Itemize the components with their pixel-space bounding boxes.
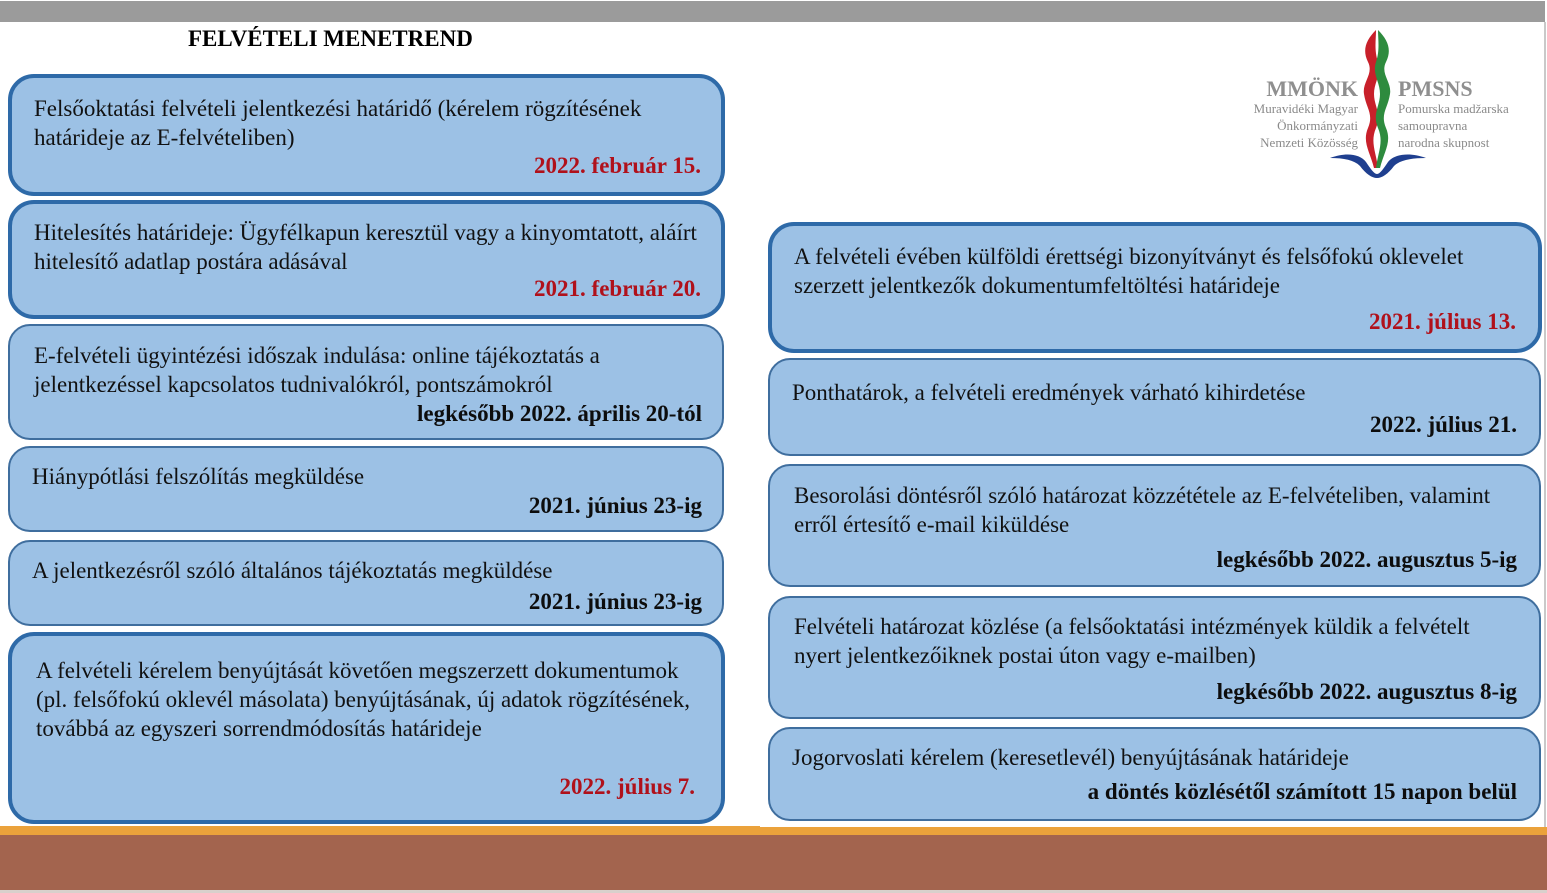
schedule-item-description: Felsőoktatási felvételi jelentkezési határidő (kérelem rögzítésének határideje az E-felvételiben) (34, 96, 642, 150)
schedule-item (8, 74, 725, 196)
schedule-item-description: Hiánypótlási felszólítás megküldése (32, 464, 365, 489)
schedule-item-date: 2022. február 15. (534, 153, 701, 178)
footer-accent-bar (760, 827, 1547, 835)
logo-name-hu-line: Muravidéki Magyar (1253, 101, 1358, 116)
schedule-item (8, 200, 725, 319)
footer-accent-bar (0, 826, 760, 835)
schedule-item-description: A felvételi kérelem benyújtását követően megszerzett dokumentumok (pl. felsőfokú oklevél másolata) benyújtásának, új adatok rögzítésének, továbbá az egyszeri sorrendmódosítás határideje (36, 658, 691, 741)
schedule-item-description: Ponthatárok, a felvételi eredmények várható kihirdetése (792, 380, 1306, 405)
schedule-item (768, 727, 1541, 821)
schedule-item-description: A felvételi évében külföldi érettségi bizonyítványt és felsőfokú oklevelet szerzett jelentkezők dokumentumfeltöltési határideje (794, 244, 1464, 298)
schedule-item (768, 464, 1541, 587)
schedule-item-date: 2021. február 20. (534, 276, 701, 301)
logo-abbr-sl: PMSNS (1398, 76, 1473, 101)
logo-name-sl-line: narodna skupnost (1398, 135, 1490, 150)
schedule-item (8, 446, 724, 532)
schedule-item-date: 2021. június 23-ig (528, 493, 702, 518)
flame-green-icon (1375, 30, 1390, 168)
footer-bar (0, 835, 1547, 890)
flame-emblem-icon (1326, 28, 1436, 180)
schedule-item-description: A jelentkezésről szóló általános tájékoztatás megküldése (32, 558, 553, 583)
schedule-item-date: 2021. június 23-ig (528, 589, 702, 614)
logo-name-hu-line: Nemzeti Közösség (1260, 135, 1358, 150)
schedule-item-description: E-felvételi ügyintézési időszak indulása: online tájékoztatás a jelentkezéssel kapcsolatos tudnivalókról, pontszámokról (34, 343, 600, 397)
right-edge-rule (1544, 22, 1546, 827)
schedule-item (8, 324, 724, 440)
top-bar (0, 1, 1545, 22)
schedule-item-date: a döntés közlésétől számított 15 napon belül (1087, 779, 1517, 804)
schedule-item-description: Besorolási döntésről szóló határozat közzététele az E-felvételiben, valamint erről értesítő e-mail kiküldése (794, 483, 1491, 537)
schedule-item-description: Hitelesítés határideje: Ügyfélkapun keresztül vagy a kinyomtatott, aláírt hitelesítő adatlap postára adásával (34, 220, 697, 274)
logo-name-sl-line: samoupravna (1398, 118, 1468, 133)
logo (1236, 28, 1536, 180)
schedule-item-date: 2021. július 13. (1369, 309, 1516, 334)
logo-name-sl-line: Pomurska madžarska (1398, 101, 1509, 116)
schedule-item-date: legkésőbb 2022. április 20-tól (417, 401, 702, 426)
flame-red-icon (1364, 30, 1379, 168)
page-title: FELVÉTELI MENETREND (188, 26, 473, 51)
schedule-item (768, 222, 1542, 353)
logo-abbr-hu: MMÖNK (1266, 76, 1358, 101)
schedule-item (768, 358, 1541, 456)
schedule-item-description: Jogorvoslati kérelem (keresetlevél) benyújtásának határideje (792, 745, 1349, 770)
schedule-item-date: legkésőbb 2022. augusztus 8-ig (1216, 679, 1517, 704)
schedule-item (768, 596, 1541, 719)
logo-name-hu-line: Önkormányzati (1277, 118, 1358, 133)
schedule-item-date: 2022. július 21. (1370, 412, 1517, 437)
schedule-item-date: legkésőbb 2022. augusztus 5-ig (1216, 547, 1517, 572)
schedule-item-date: 2022. július 7. (559, 774, 695, 799)
schedule-item-description: Felvételi határozat közlése (a felsőoktatási intézmények küldik a felvételt nyert jelentkezőiknek postai úton vagy e-mailben) (794, 614, 1470, 668)
schedule-item (8, 540, 724, 626)
schedule-item (8, 632, 725, 824)
